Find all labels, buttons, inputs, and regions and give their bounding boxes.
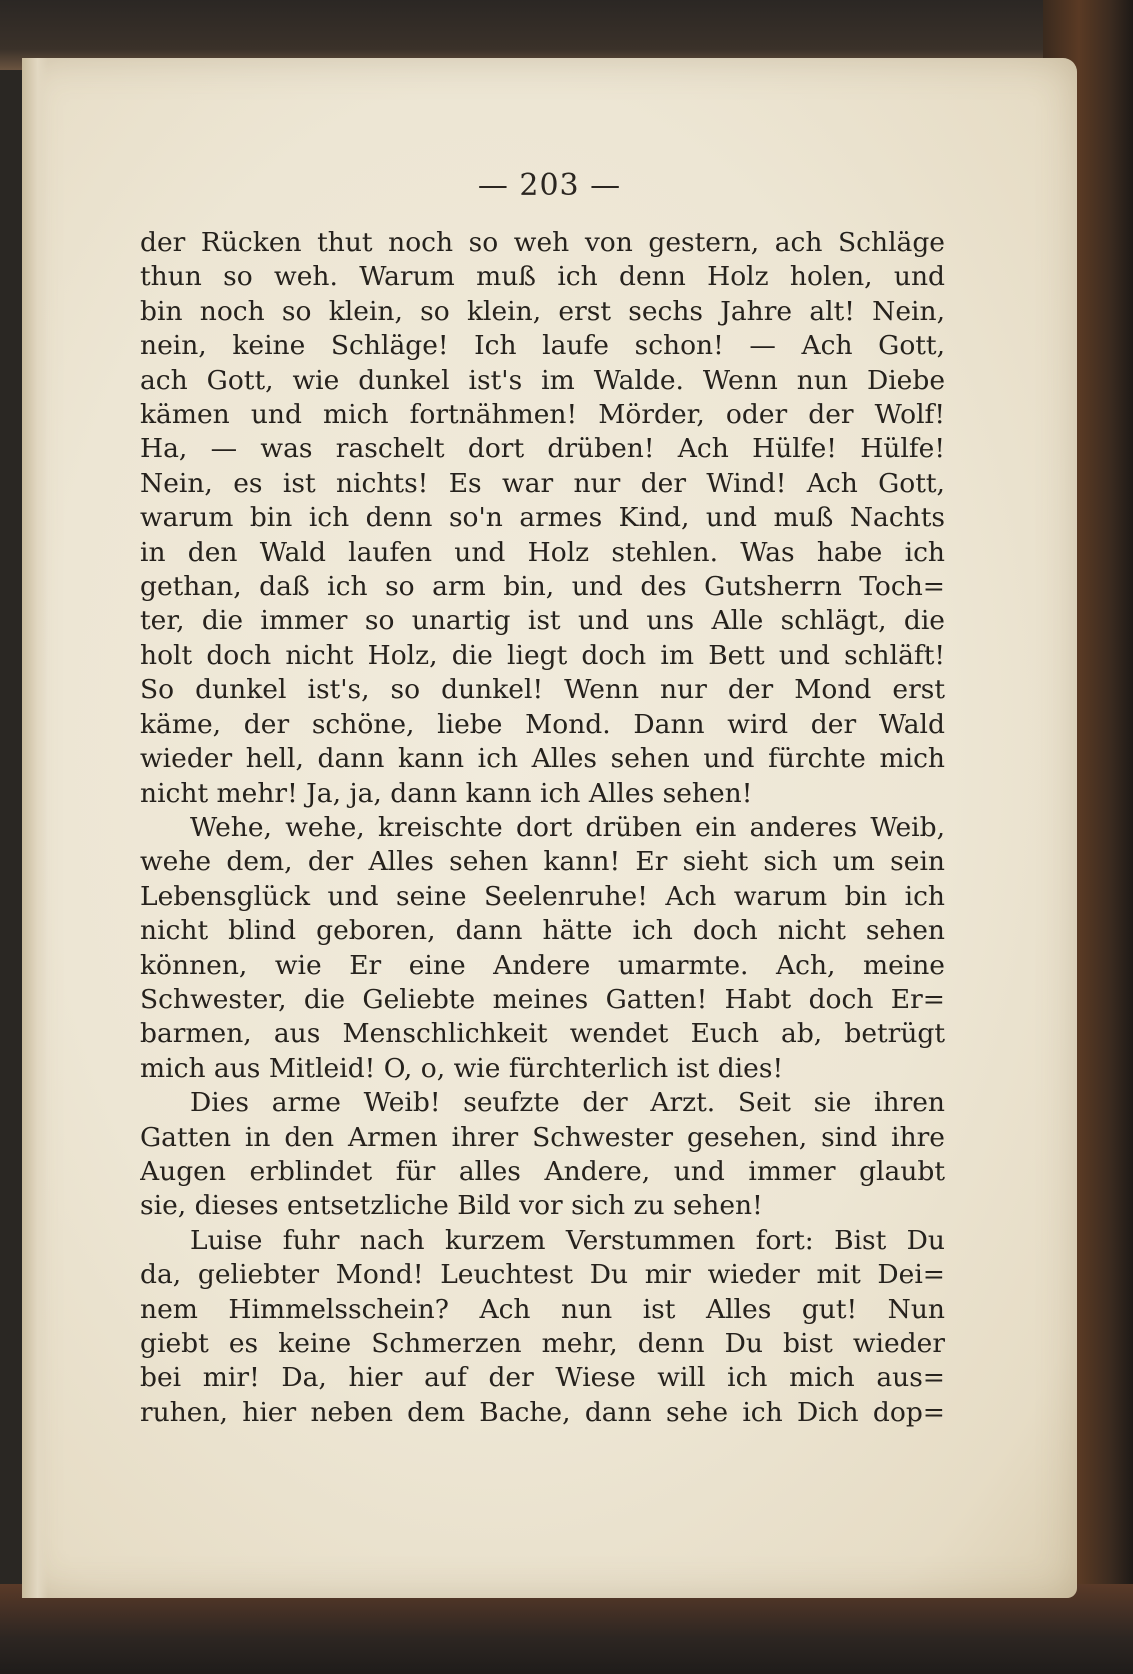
text-line: wieder hell, dann kann ich Alles sehen und fürchte mich bbox=[140, 743, 945, 775]
text-line: Dies arme Weib! seufzte der Arzt. Seit sie ihren bbox=[190, 1087, 945, 1119]
text-line: So dunkel ist's, so dunkel! Wenn nur der Mond erst bbox=[140, 674, 945, 706]
text-line: barmen, aus Menschlichkeit wendet Euch ab, betrügt bbox=[140, 1018, 945, 1050]
text-line: in den Wald laufen und Holz stehlen. Was habe ich bbox=[140, 536, 945, 568]
text-line: ter, die immer so unartig ist und uns Alle schlägt, die bbox=[140, 605, 945, 637]
text-line: mich aus Mitleid! O, o, wie fürchterlich ist dies! bbox=[140, 1052, 784, 1084]
text-line: kämen und mich fortnähmen! Mörder, oder der Wolf! bbox=[140, 399, 945, 431]
text-line: Augen erblindet für alles Andere, und immer glaubt bbox=[140, 1155, 945, 1187]
text-line: nicht blind geboren, dann hätte ich doch nicht sehen bbox=[140, 915, 945, 947]
text-line: Nein, es ist nichts! Es war nur der Wind! Ach Gott, bbox=[140, 467, 945, 499]
text-line: da, geliebter Mond! Leuchtest Du mir wieder mit Dei= bbox=[140, 1259, 945, 1291]
page-text bbox=[140, 226, 945, 1430]
text-line: nem Himmelsschein? Ach nun ist Alles gut! Nun bbox=[140, 1293, 945, 1325]
text-line: Ha, — was raschelt dort drüben! Ach Hülfe! Hülfe! bbox=[140, 433, 945, 465]
text-line: ruhen, hier neben dem Bache, dann sehe ich Dich dop= bbox=[140, 1396, 945, 1428]
text-line: Luise fuhr nach kurzem Verstummen fort: Bist Du bbox=[190, 1224, 945, 1256]
text-line: der Rücken thut noch so weh von gestern, ach Schläge bbox=[140, 227, 945, 258]
text-line: ach Gott, wie dunkel ist's im Walde. Wenn nun Diebe bbox=[140, 364, 945, 396]
text-line: nicht mehr! Ja, ja, dann kann ich Alles sehen! bbox=[140, 777, 753, 809]
text-line: käme, der schöne, liebe Mond. Dann wird der Wald bbox=[140, 708, 945, 740]
text-line: bei mir! Da, hier auf der Wiese will ich mich aus= bbox=[140, 1362, 945, 1394]
text-line: holt doch nicht Holz, die liegt doch im Bett und schläft! bbox=[140, 639, 945, 671]
text-line: können, wie Er eine Andere umarmte. Ach, meine bbox=[140, 949, 945, 981]
text-line: bin noch so klein, so klein, erst sechs Jahre alt! Nein, bbox=[140, 295, 945, 327]
text-line: Gatten in den Armen ihrer Schwester gesehen, sind ihre bbox=[140, 1121, 945, 1153]
text-line: wehe dem, der Alles sehen kann! Er sieht sich um sein bbox=[140, 846, 945, 878]
text-line: gethan, daß ich so arm bin, und des Gutsherrn Toch= bbox=[140, 571, 945, 603]
book-page bbox=[22, 58, 1077, 1598]
text-line: Schwester, die Geliebte meines Gatten! Habt doch Er= bbox=[140, 983, 945, 1015]
text-line: sie, dieses entsetzliche Bild vor sich zu sehen! bbox=[140, 1190, 763, 1222]
text-line: giebt es keine Schmerzen mehr, denn Du bist wieder bbox=[140, 1328, 945, 1359]
text-line: nein, keine Schläge! Ich laufe schon! — Ach Gott, bbox=[140, 330, 945, 362]
text-line: Wehe, wehe, kreischte dort drüben ein anderes Weib, bbox=[190, 811, 945, 843]
page-gutter-shadow bbox=[22, 58, 48, 1598]
text-line: Lebensglück und seine Seelenruhe! Ach warum bin ich bbox=[140, 880, 945, 912]
text-line: warum bin ich denn so'n armes Kind, und muß Nachts bbox=[140, 502, 945, 534]
text-line: thun so weh. Warum muß ich denn Holz holen, und bbox=[140, 261, 945, 293]
page-number: — 203 — bbox=[477, 168, 622, 203]
